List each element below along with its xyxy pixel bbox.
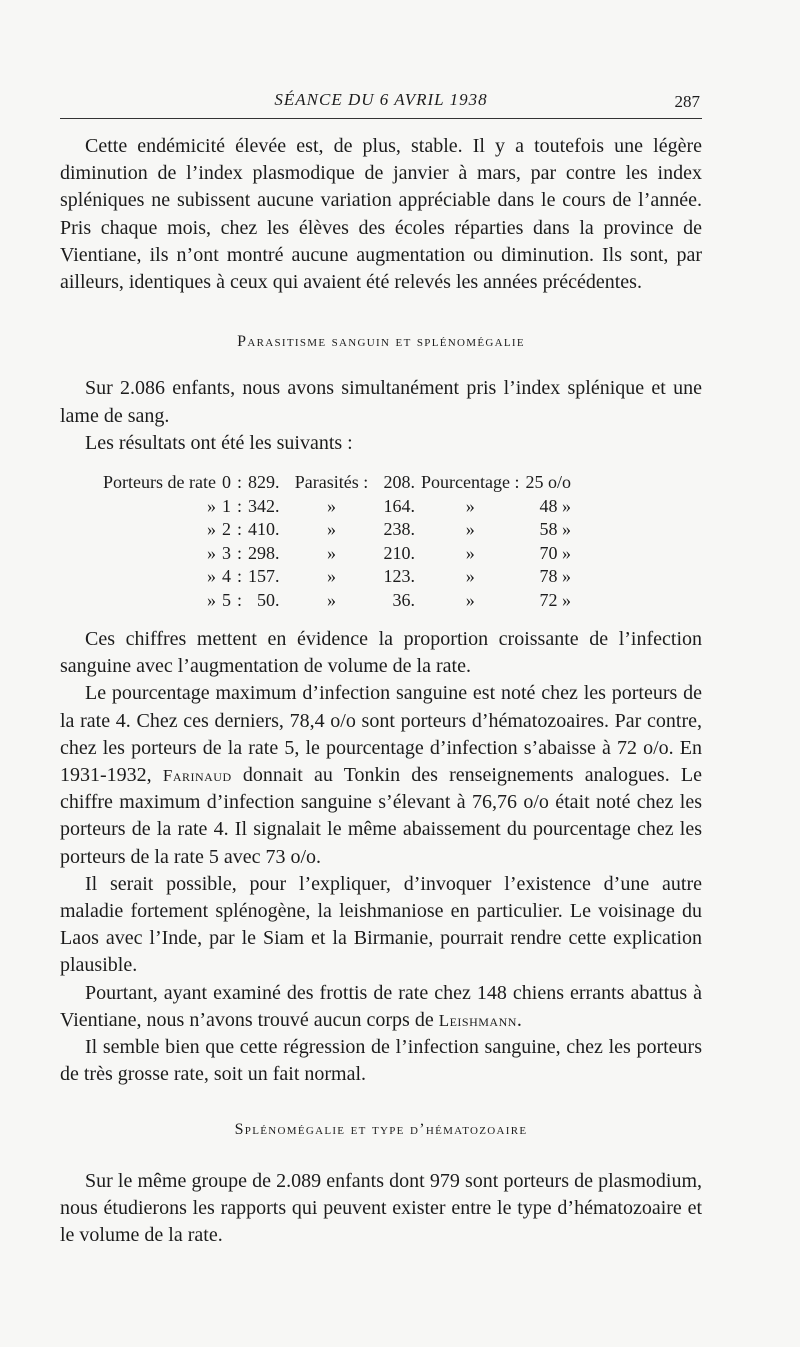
label-parasites: Parasités : xyxy=(294,472,369,493)
label-pourcentage: » xyxy=(465,542,475,563)
parasites-value: 36. xyxy=(392,589,415,610)
label-porteurs: » xyxy=(206,566,216,587)
paragraph-2: Sur 2.086 enfants, nous avons simultanément pris l’index splénique et une lame de sang. xyxy=(60,377,702,427)
body-text xyxy=(60,133,702,1249)
table-row xyxy=(100,518,574,542)
rate-value: 0 xyxy=(221,472,231,493)
rate-value: 1 xyxy=(221,495,231,516)
paragraph-5 xyxy=(60,680,702,870)
results-table xyxy=(100,471,574,612)
running-head xyxy=(60,84,702,119)
label-pourcentage: » xyxy=(465,495,475,516)
table-row xyxy=(100,565,574,589)
parasites-value: 208. xyxy=(383,472,415,493)
colon: : xyxy=(236,495,242,516)
rate-value: 3 xyxy=(221,542,231,563)
parasites-value: 210. xyxy=(383,542,415,563)
paragraph-3: Les résultats ont été les suivants : xyxy=(85,431,353,454)
count-value: 342. xyxy=(247,495,280,516)
rate-value: 5 xyxy=(221,589,231,610)
label-parasites: » xyxy=(326,519,336,540)
rate-value: 2 xyxy=(221,519,231,540)
label-pourcentage: » xyxy=(465,566,475,587)
page-number: 287 xyxy=(674,92,700,111)
percentage-value: 78 » xyxy=(539,566,571,587)
label-porteurs: Porteurs de rate xyxy=(103,472,216,493)
table-row xyxy=(100,589,574,613)
colon: : xyxy=(236,589,242,610)
count-value: 410. xyxy=(247,519,280,540)
label-porteurs: » xyxy=(206,519,216,540)
running-title: SÉANCE DU 6 AVRIL 1938 xyxy=(274,90,488,109)
author-farinaud: Farinaud xyxy=(162,766,232,786)
table-row xyxy=(100,471,574,495)
colon: : xyxy=(236,566,242,587)
colon: : xyxy=(236,542,242,563)
label-pourcentage: » xyxy=(465,519,475,540)
rate-value: 4 xyxy=(221,566,231,587)
label-porteurs: » xyxy=(206,542,216,563)
parasites-value: 123. xyxy=(383,566,415,587)
colon: : xyxy=(236,472,242,493)
paragraph-1: Cette endémicité élevée est, de plus, stable. Il y a toutefois une légère diminution de l’index plasmodique de janvier à mars, par contre les index spléniques ne subissent aucune variation appréciable dans le cours de l’année. Pris chaque mois, chez les élèves des écoles réparties dans la province de Vientiane, ils n’ont montré aucune augmentation ou diminution. Ils sont, par ailleurs, identiques à ceux qui avaient été relevés les années précédentes. xyxy=(60,135,702,294)
label-porteurs: » xyxy=(206,589,216,610)
parasites-value: 238. xyxy=(383,519,415,540)
section-heading-splenomegalie: Splénomégalie et type d’hématozoaire xyxy=(234,1121,528,1139)
paragraph-7 xyxy=(60,980,702,1034)
colon: : xyxy=(236,519,242,540)
label-parasites: » xyxy=(326,542,336,563)
label-parasites: » xyxy=(326,566,336,587)
book-page xyxy=(60,84,702,1249)
paragraph-7-text-b: . xyxy=(516,1008,522,1031)
table-row xyxy=(100,542,574,566)
percentage-value: 70 » xyxy=(539,542,571,563)
count-value: 50. xyxy=(256,589,280,610)
section-heading-parasitisme: Parasitisme sanguin et splénomégalie xyxy=(237,333,525,351)
count-value: 829. xyxy=(247,472,280,493)
count-value: 157. xyxy=(247,566,280,587)
paragraph-7-text-a: Pourtant, ayant examiné des frottis de rate chez 148 chiens errants abattus à Vientiane, nous n’avons trouvé aucun corps de xyxy=(60,981,702,1031)
author-leishmann: Leishmann xyxy=(438,1010,517,1030)
paragraph-5-text-b: donnait au Tonkin des renseignements analogues. Le chiffre maximum d’infection sanguine s’élevant à 76,76 o/o était noté chez les porteurs de la rate 4. Il signalait le même abaissement du pourcentage chez les porteurs de la rate 5 avec 73 o/o. xyxy=(60,764,702,868)
count-value: 298. xyxy=(247,542,280,563)
label-parasites: » xyxy=(326,495,336,516)
paragraph-4: Ces chiffres mettent en évidence la proportion croissante de l’infection sanguine avec l’augmentation de volume de la rate. xyxy=(60,628,702,678)
paragraph-8: Il semble bien que cette régression de l’infection sanguine, chez les porteurs de très grosse rate, soit un fait normal. xyxy=(60,1036,702,1086)
percentage-value: 48 » xyxy=(539,495,571,516)
label-pourcentage: Pourcentage : xyxy=(420,472,520,493)
label-parasites: » xyxy=(326,589,336,610)
paragraph-6: Il serait possible, pour l’expliquer, d’invoquer l’existence d’une autre maladie fortement splénogène, la leishmaniose en particulier. Le voisinage du Laos avec l’Inde, par le Siam et la Birmanie, pourrait rendre cette explication plausible. xyxy=(60,872,702,977)
percentage-value: 25 o/o xyxy=(525,472,571,493)
label-pourcentage: » xyxy=(465,589,475,610)
table-row xyxy=(100,495,574,519)
paragraph-5-text-a: Le pourcentage maximum d’infection sanguine est noté chez les porteurs de la rate 4. Chez ces derniers, 78,4 o/o sont porteurs d’hématozoaires. Par contre, chez les porteurs de la rate 5, le pourcentage d’infection s’abaisse à 72 o/o. En 1931-1932, xyxy=(60,682,702,787)
percentage-value: 58 » xyxy=(539,519,571,540)
label-porteurs: » xyxy=(206,495,216,516)
paragraph-9: Sur le même groupe de 2.089 enfants dont 979 sont porteurs de plasmodium, nous étudierons les rapports qui peuvent exister entre le type d’hématozoaire et le volume de la rate. xyxy=(60,1169,702,1247)
percentage-value: 72 » xyxy=(539,589,571,610)
parasites-value: 164. xyxy=(383,495,415,516)
